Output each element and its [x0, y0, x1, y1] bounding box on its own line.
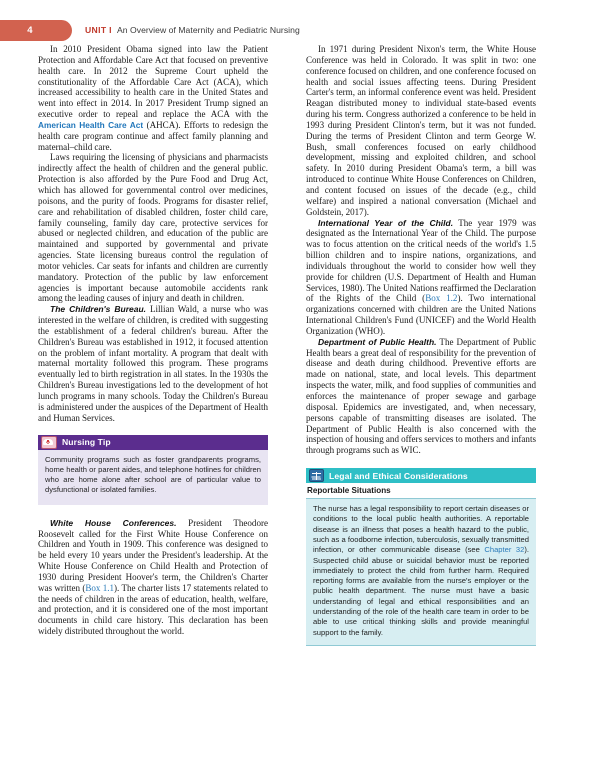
paragraph-aca [38, 44, 268, 152]
run-in-heading-white-house-conferences: White House Conferences. [50, 517, 177, 528]
legal-box-text-2: ). Suspected child abuse or suicidal behavior must be reported immediately to protect the child from further harm. Required reporting forms are available from the nurse's employer or the public health department. The nurse must have a basic understanding of legal and ethical responsibilities and an understanding of the role of the health care team in order to be able to use critical thinking skills and provide meaningful support to the family. [313, 545, 529, 637]
nursing-tip-header [38, 435, 268, 450]
unit-title: An Overview of Maternity and Pediatric Nursing [116, 25, 300, 35]
nursing-tip-title: Nursing Tip [62, 437, 111, 448]
nursing-tip-body [38, 450, 268, 505]
paragraph-childrens-bureau-text: Lillian Wald, a nurse who was interested in the welfare of children, is credited with suggesting the establishment of a federal children's bureau. After the Children's Bureau was established in 1912, it focused attention on the problem of infant mortality. A program that dealt with maternal mortality followed this program. These programs eventually led to birth registration in all states. In the 1930s the Children's Bureau investigations led to the development of hot lunch programs in many schools. Today the Children's Bureau is administered under the auspices of the Department of Health and Human Services. [38, 304, 268, 423]
paragraph-dph-text: The Department of Public Health bears a great deal of responsibility for the prevention of disease and death during childhood. Preventive efforts are made on national, state, and local levels. This department inspects the water, milk, and food supplies of communities and enforces the maintenance of proper sewage and garbage disposal. Epidemics are investigated, and, when necessary, persons capable of transmitting diseases are isolated. The Department of Public Health is also concerned with the inspection of housing and offers services to mothers and infants through programs such as WIC. [306, 336, 536, 456]
legal-box-title: Legal and Ethical Considerations [329, 470, 468, 481]
paragraph-licensing-laws: Laws requiring the licensing of physicians and pharmacists indirectly affect the health of children and the general public. Protection is also afforded by the Pure Food and Drug Act, which has allowed for governmental control over medicines, poisons, and the purity of foods. Programs for disaster relief, care and rehabilitation of disabled children, foster child care, family counseling, family day care, protective services for abused or neglected children, and education of the public are maintained and supported by governmental and private agencies. State licensing bureaus control the regulation of motor vehicles. Car seats for infants and children are currently mandatory. Protection of the public by law enforcement agencies is important because automobile accidents rank among the leading causes of injury and death in children. [38, 152, 268, 304]
nurse-cap-icon [41, 436, 57, 449]
link-american-health-care-act[interactable]: American Health Care Act [38, 119, 144, 130]
paragraph-aca-text-1: In 2010 President Obama signed into law the Patient Protection and Affordable Care Act that focused on preventive health care. In 2012 the Supreme Court upheld the constitutionality of the Affordable Care Act (ACA), which increased accessibility to health care in the United States and went into effect in 2014. In 2017 President Trump signed an executive order to repeal and replace the ACA with the [38, 44, 268, 120]
right-column [306, 44, 536, 646]
running-head [85, 20, 300, 41]
run-in-heading-department-public-health: Department of Public Health. [318, 336, 437, 347]
paragraph-iyc-text-2: ). Two international organizations concerned with children are the United Nations International Children's Fund (UNICEF) and the World Health Organization (WHO). [306, 293, 536, 336]
link-box-1-2[interactable]: Box 1.2 [425, 293, 458, 304]
legal-box-header [306, 468, 536, 483]
paragraph-whc-text-2: ). The charter lists 17 statements related to the needs of children in the areas of education, health, welfare, and protection, and it is considered one of the most important documents in child care history. This declaration has been widely distributed throughout the world. [38, 582, 268, 637]
run-in-heading-international-year-child: International Year of the Child. [318, 217, 454, 228]
nursing-tip-box [38, 435, 268, 505]
page-number: 4 [27, 25, 33, 36]
legal-box-subtitle: Reportable Situations [307, 486, 391, 496]
legal-box-text [313, 504, 529, 638]
paragraph-nixon-conferences: In 1971 during President Nixon's term, the White House Conference was held in Colorado. It was split in two: one conference focused on children, and one conference focused on health and social issues affecting teens. During President Carter's term, an informal conference event was held. President Reagan distributed money to individual state-based events during his term. Congress authorized a conference to be held in 1993 during President Clinton's term, but it was not funded. During the terms of President Clinton and term George W. Bush, small conferences focused on early childhood development, missing and exploited children, and school safety. In 2010 during President Obama's term, a bill was introduced to continue White House Conferences on Children, and content focused on issues of the decade (e.g., child welfare) and inspired a national conversation (Michael and Goldstein, 2017). [306, 44, 536, 217]
run-in-heading-childrens-bureau: The Children's Bureau. [50, 304, 147, 315]
paragraph-childrens-bureau [38, 304, 268, 423]
nursing-tip-text: Community programs such as foster grandparents programs, home health or parent aides, and telephone hotlines for children who are home alone after school are of particular value to dysfunctional or isolated families. [45, 454, 261, 495]
paragraph-whc-text-1: President Theodore Roosevelt called for the First White House Conference on Children and Youth in 1909. This conference was designed to be held every 10 years under the President's leadership. At the White House Conference on Child Health and Protection of 1930 during President Hoover's term, the Children's Charter was written ( [38, 517, 268, 593]
paragraph-department-public-health [306, 337, 536, 456]
legal-box-body [306, 498, 536, 646]
page-number-tab [0, 20, 72, 41]
paragraph-iyc-text-1: The year 1979 was designated as the International Year of the Child. The purpose was to focus attention on the critical needs of the world's 1.5 billion children and to inspire nations, organizations, and individuals throughout the world to consider how well they provide for children (U.S. Department of Health and Human Services, 1980). The United Nations reaffirmed the Declaration of the Rights of the Child ( [306, 217, 536, 304]
paragraph-white-house-conferences [38, 518, 268, 637]
scales-of-justice-icon [309, 469, 324, 482]
left-column [38, 44, 268, 637]
paragraph-international-year-child [306, 218, 536, 337]
page-columns [0, 44, 600, 768]
link-box-1-1[interactable]: Box 1.1 [85, 582, 115, 593]
legal-ethical-considerations-box [306, 468, 536, 646]
paragraph-aca-text-2: (AHCA). Efforts to redesign the health care program continue and affect family planning and maternal–child care. [38, 119, 268, 152]
unit-label: UNIT I [85, 25, 112, 35]
link-chapter-32[interactable]: Chapter 32 [484, 545, 525, 555]
page-header [0, 0, 600, 44]
legal-box-text-1: The nurse has a legal responsibility to report certain diseases or conditions to the local public health authorities. A reportable disease is an illness that poses a health hazard to the public, such as a foodborne infection, tuberculosis, sexually transmitted infection, or other communicable disease (see [313, 504, 529, 555]
